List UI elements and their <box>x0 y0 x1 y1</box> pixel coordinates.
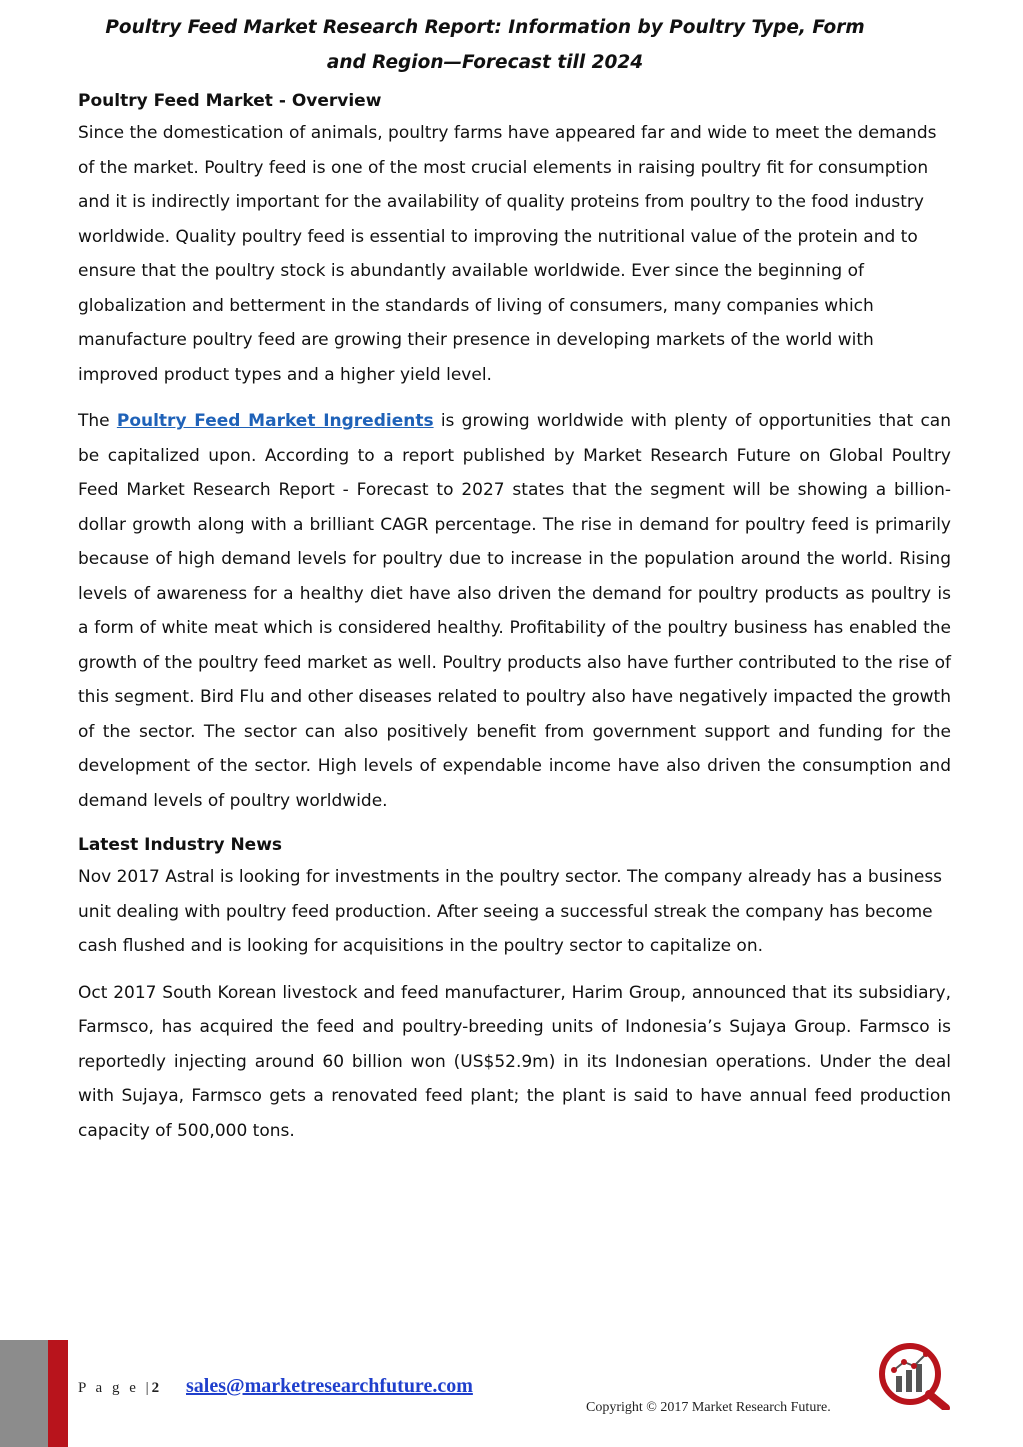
footer-red-bar <box>48 1340 68 1447</box>
news-item-1: Nov 2017 Astral is looking for investments in the poultry sector. The company already has a business unit dealing with poultry feed production. After seeing a successful streak the company has become cash flushed and is looking for acquisitions in the poultry sector to capitalize on. <box>78 867 943 956</box>
page-title <box>0 10 970 80</box>
page-title-line-2: and Region—Forecast till 2024 <box>326 52 644 73</box>
overview-heading: Poultry Feed Market - Overview <box>78 91 382 111</box>
document-body <box>78 86 951 1160</box>
paragraph-2-text: is growing worldwide with plenty of opportunities that can be capitalized upon. According to a report published by Market Research Future on Global Poultry Feed Market Research Report - Forecast to 2027 states that the segment will be showing a billion-dollar growth along with a brilliant CAGR percentage. The rise in demand for poultry feed is primarily because of high demand levels for poultry due to increase in the population around the world. Rising levels of awareness for a healthy diet have also driven the demand for poultry products as poultry is a form of white meat which is considered healthy. Profitability of the poultry business has enabled the growth of the poultry feed market as well. Poultry products also have further contributed to the rise of this segment. Bird Flu and other diseases related to poultry also have negatively impacted the growth of the sector. The sector can also positively benefit from government support and funding for the development of the sector. High levels of expendable income have also driven the consumption and demand levels of poultry worldwide. <box>78 411 951 811</box>
page-number <box>78 1380 159 1397</box>
paragraph-2-prefix: The <box>78 411 117 431</box>
sales-email-link[interactable]: sales@marketresearchfuture.com <box>186 1375 473 1397</box>
copyright-text: Copyright © 2017 Market Research Future. <box>586 1400 831 1415</box>
page-title-line-1: Poultry Feed Market Research Report: Information by Poultry Type, Form <box>105 17 865 38</box>
news-heading: Latest Industry News <box>78 835 283 855</box>
news-item-2: Oct 2017 South Korean livestock and feed manufacturer, Harim Group, announced that its subsidiary, Farmsco, has acquired the feed and poultry-breeding units of Indonesia’s Sujaya Group. Farmsco is reportedly injecting around 60 billion won (US$52.9m) in its Indonesian operations. Under the deal with Sujaya, Farmsco gets a renovated feed plant; the plant is said to have annual feed production capacity of 500,000 tons. <box>78 982 951 1141</box>
poultry-feed-ingredients-link[interactable]: Poultry Feed Market Ingredients <box>116 411 434 431</box>
market-research-future-logo-icon <box>876 1340 952 1410</box>
page-number-value: 2 <box>151 1380 160 1396</box>
overview-paragraph-1: Since the domestication of animals, poultry farms have appeared far and wide to meet the demands of the market. Poultry feed is one of the most crucial elements in raising poultry fit for consumption and it is indirectly important for the availability of quality proteins from poultry to the food industry worldwide. Quality poultry feed is essential to improving the nutritional value of the protein and to ensure that the poultry stock is abundantly available worldwide. Ever since the beginning of globalization and betterment in the standards of living of consumers, many companies which manufacture poultry feed are growing their presence in developing markets of the world with improved product types and a higher yield level. <box>78 123 937 385</box>
overview-paragraph-2 <box>78 404 951 818</box>
footer-gray-bar <box>0 1340 48 1447</box>
page-label: P a g e | <box>78 1380 152 1396</box>
